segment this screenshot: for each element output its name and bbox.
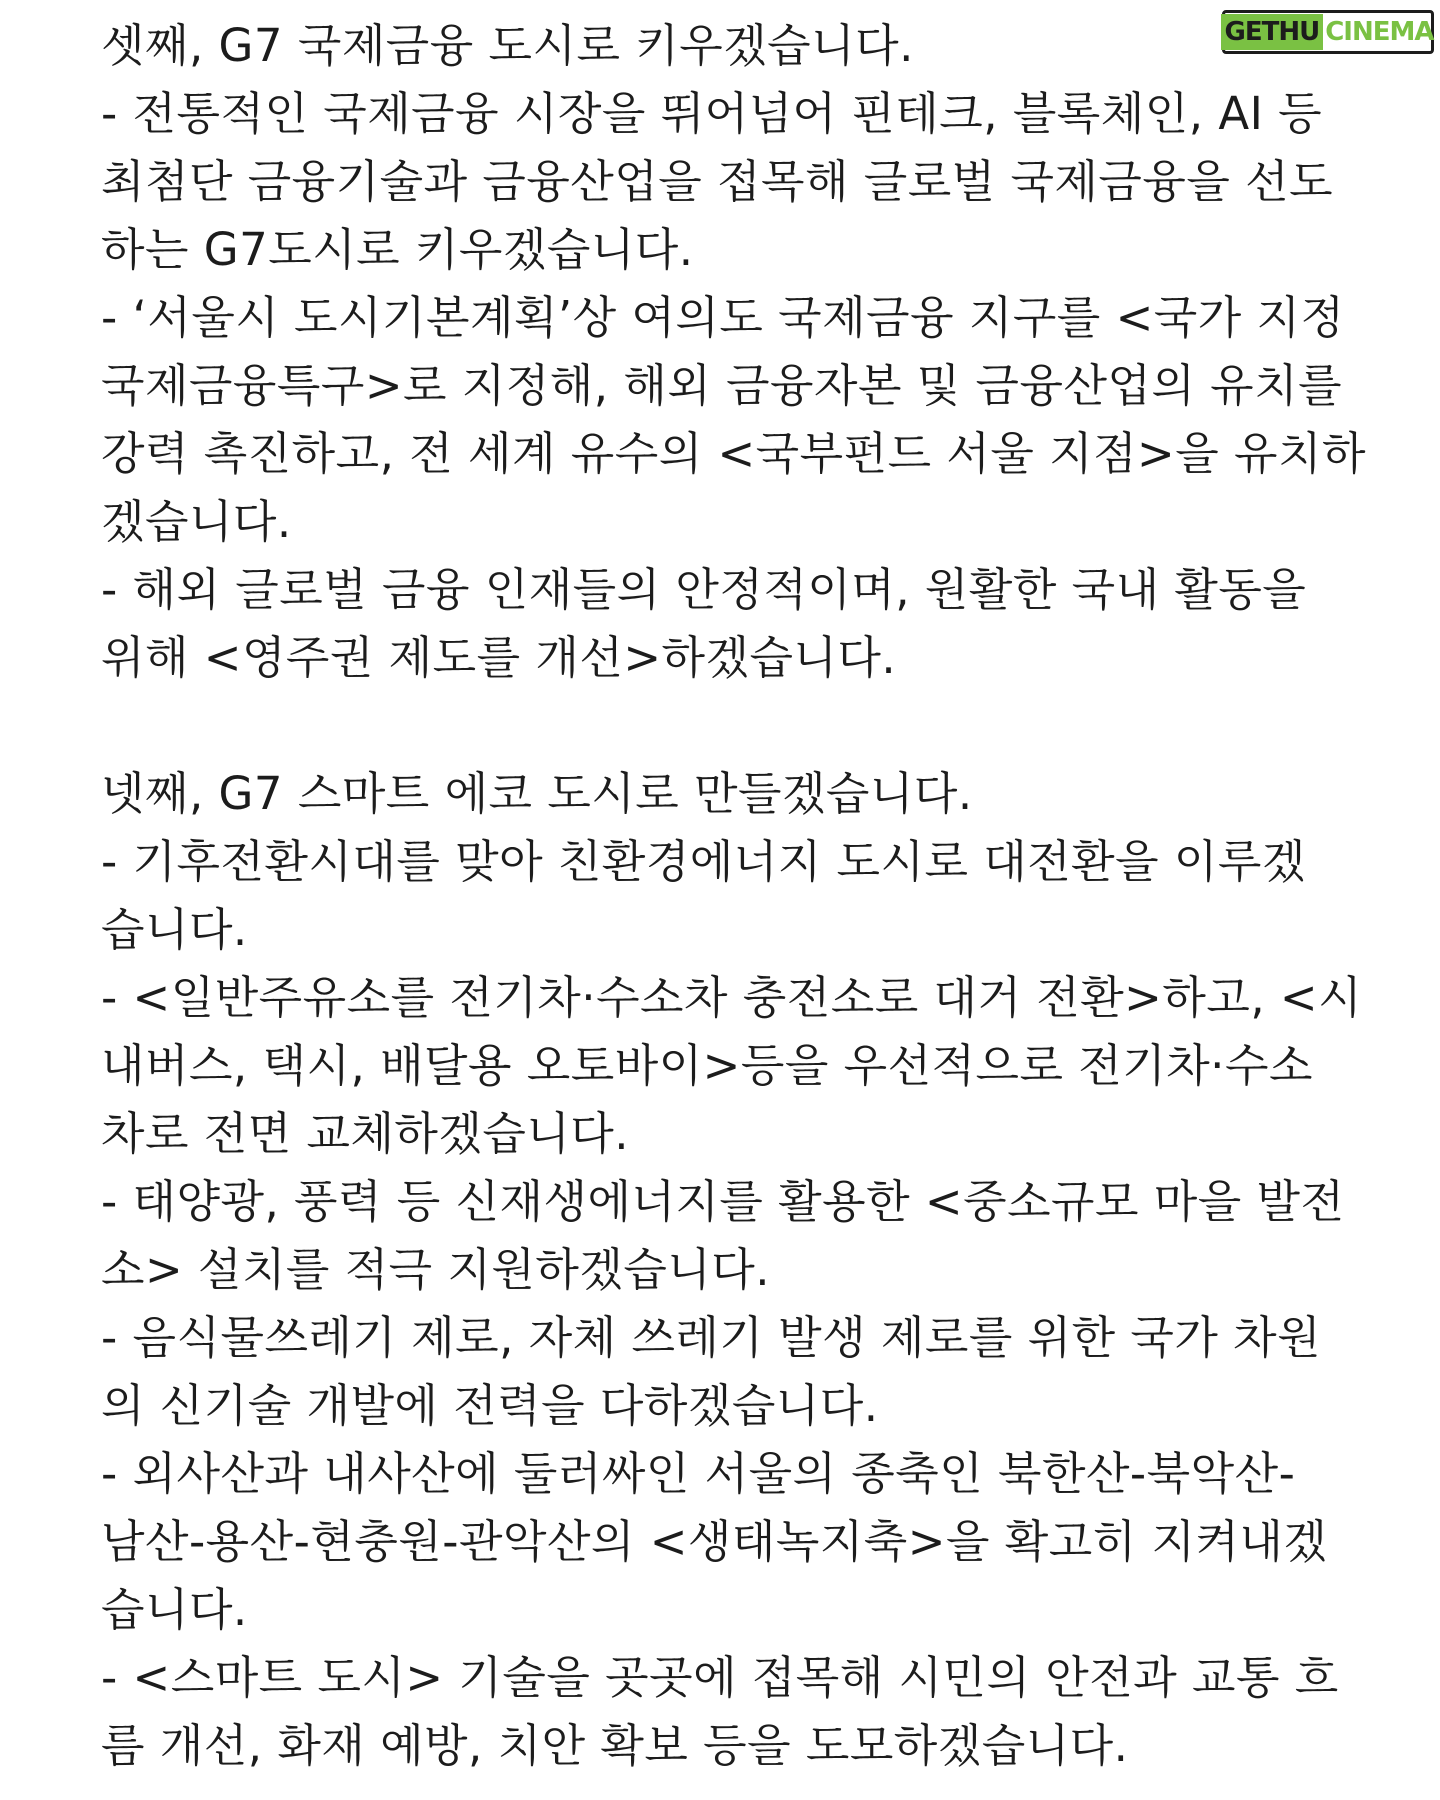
text-line: 위해 <영주권 제도를 개선>하겠습니다. — [101, 631, 897, 684]
text-line: 소> 설치를 적극 지원하겠습니다. — [101, 1243, 771, 1296]
text-line: 내버스, 택시, 배달용 오토바이>등을 우선적으로 전기차·수소 — [101, 1039, 1313, 1092]
text-line: 습니다. — [101, 903, 248, 956]
text-line: 습니다. — [101, 1583, 248, 1636]
watermark-logo — [1222, 10, 1434, 54]
text-line: - 해외 글로벌 금융 인재들의 안정적이며, 원활한 국내 활동을 — [101, 563, 1307, 616]
text-line: 국제금융특구>로 지정해, 해외 금융자본 및 금융산업의 유치를 — [101, 359, 1343, 412]
text-line: 차로 전면 교체하겠습니다. — [101, 1107, 630, 1160]
blank-line — [101, 692, 1361, 760]
text-line: 남산-용산-현충원-관악산의 <생태녹지축>을 확고히 지켜내겠 — [101, 1515, 1328, 1568]
text-line: 하는 G7도시로 키우겠습니다. — [101, 223, 694, 276]
text-line: 강력 촉진하고, 전 세계 유수의 <국부펀드 서울 지점>을 유치하 — [101, 427, 1366, 480]
text-line: 최첨단 금융기술과 금융산업을 접목해 글로벌 국제금융을 선도 — [101, 155, 1334, 208]
text-line: 의 신기술 개발에 전력을 다하겠습니다. — [101, 1379, 879, 1432]
text-line: 겠습니다. — [101, 495, 292, 548]
text-line: - 음식물쓰레기 제로, 자체 쓰레기 발생 제로를 위한 국가 차원 — [101, 1311, 1322, 1364]
text-line: - <스마트 도시> 기술을 곳곳에 접목해 시민의 안전과 교통 흐 — [101, 1651, 1339, 1704]
text-line: - <일반주유소를 전기차·수소차 충전소로 대거 전환>하고, <시 — [101, 971, 1363, 1024]
watermark-text-part2: CINEMA — [1325, 17, 1434, 47]
text-line: - ‘서울시 도시기본계획’상 여의도 국제금융 지구를 <국가 지정 — [101, 291, 1345, 344]
text-line: - 외사산과 내사산에 둘러싸인 서울의 종축인 북한산-북악산- — [101, 1447, 1296, 1500]
watermark-text-part1: GETHU — [1221, 14, 1324, 50]
text-line: - 기후전환시대를 맞아 친환경에너지 도시로 대전환을 이루겠 — [101, 835, 1306, 888]
section-title: 셋째, G7 국제금융 도시로 키우겠습니다. — [101, 19, 914, 72]
text-line: 름 개선, 화재 예방, 치안 확보 등을 도모하겠습니다. — [101, 1719, 1129, 1772]
text-line: - 전통적인 국제금융 시장을 뛰어넘어 핀테크, 블록체인, AI 등 — [101, 87, 1323, 140]
document-body — [101, 0, 1366, 1780]
text-line: - 태양광, 풍력 등 신재생에너지를 활용한 <중소규모 마을 발전 — [101, 1175, 1345, 1228]
section-title: 넷째, G7 스마트 에코 도시로 만들겠습니다. — [101, 767, 973, 820]
